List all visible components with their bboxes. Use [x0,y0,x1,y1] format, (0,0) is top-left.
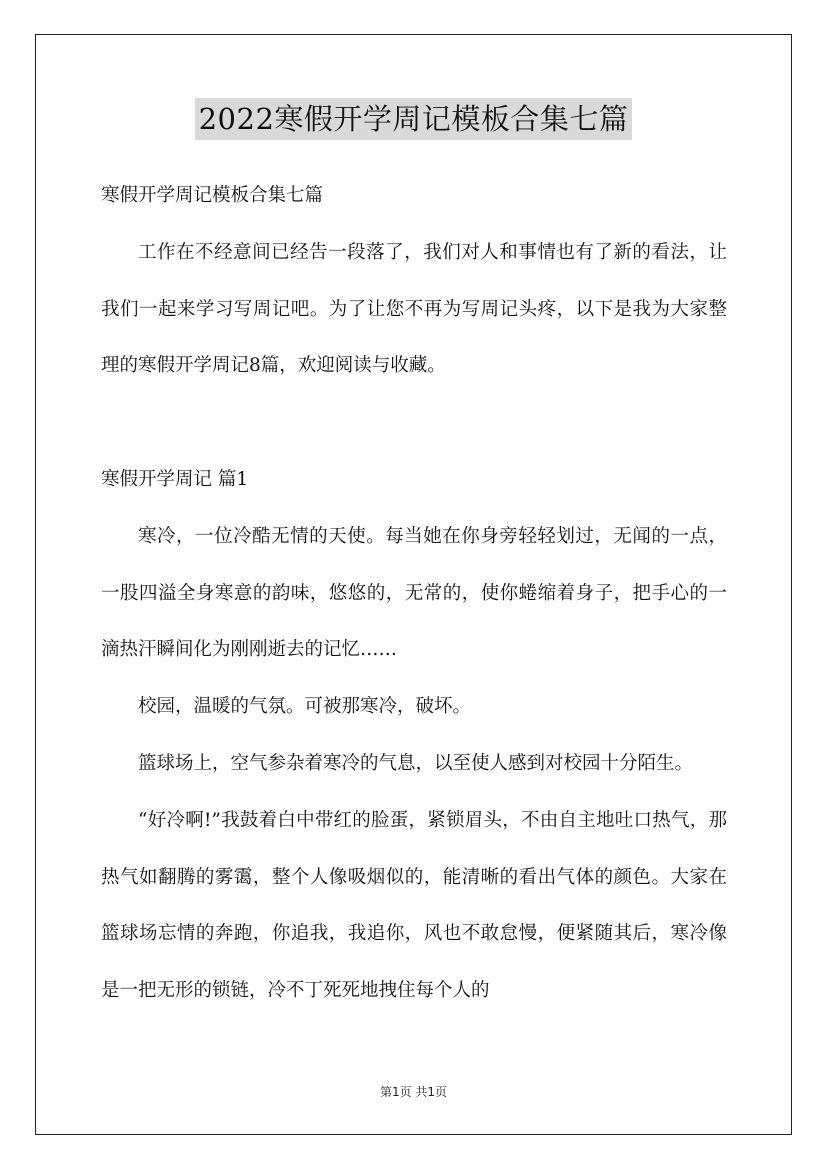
document-title [0,98,827,140]
body-paragraph: 篮球场上，空气参杂着寒冷的气息，以至使人感到对校园十分陌生。 [138,752,694,774]
document-subtitle: 寒假开学周记模板合集七篇 [101,185,324,206]
intro-paragraph: 工作在不经意间已经告一段落了，我们对人和事情也有了新的看法，让我们一起来学习写周记吧。为了让您不再为写周记头疼，以下是我为大家整理的寒假开学周记8篇，欢迎阅读与收藏。 [101,241,727,377]
document-body [101,168,727,1020]
page-number-footer: 第1页 共1页 [379,1085,448,1099]
document-title-text: 2022寒假开学周记模板合集七篇 [195,98,633,140]
section-heading: 寒假开学周记 篇1 [101,468,249,490]
body-paragraph: 寒冷，一位冷酷无情的天使。每当她在你身旁轻轻划过，无闻的一点，一股四溢全身寒意的韵味，悠悠的，无常的，使你蜷缩着身子，把手心的一滴热汗瞬间化为刚刚逝去的记忆…… [101,525,727,661]
paragraph-gap [101,395,727,452]
body-paragraph: 校园，温暖的气氛。可被那寒冷，破坏。 [138,696,472,718]
body-paragraph: “好冷啊!”我鼓着白中带红的脸蛋，紧锁眉头，不由自主地吐口热气，那热气如翻腾的雾霭，整个人像吸烟似的，能清晰的看出气体的颜色。大家在篮球场忘情的奔跑，你追我，我追你，风也不敢怠慢，便紧随其后，寒冷像是一把无形的锁链，冷不丁死死地拽住每个人的 [101,809,727,1002]
